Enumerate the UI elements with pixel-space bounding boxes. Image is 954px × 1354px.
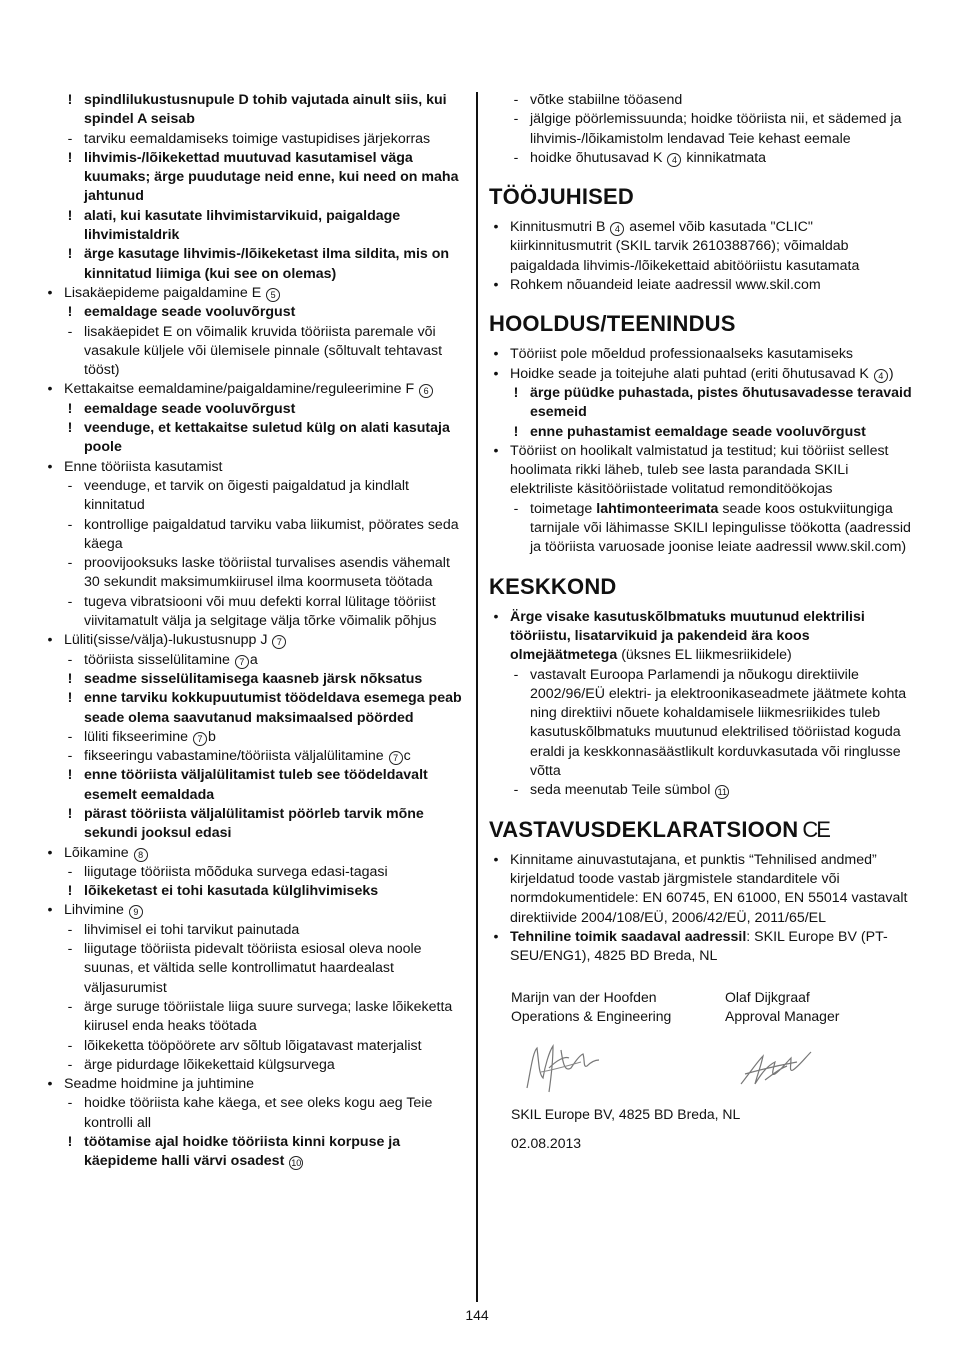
- item-text-main: ärge pidurdage lõikekettaid külgsurvega: [84, 1056, 335, 1073]
- list-marker: -: [67, 941, 73, 958]
- item-text-main: lõikeketast ei tohi kasutada külglihvimiseks: [84, 883, 379, 900]
- item-text-main: Seadme hoidmine ja juhtimine: [64, 1076, 255, 1093]
- list-marker: !: [67, 767, 73, 784]
- right-column: [489, 91, 914, 1166]
- dash-item: [43, 1094, 468, 1133]
- list-marker: -: [67, 555, 73, 572]
- item-text: [43, 921, 468, 940]
- bullet-item: [43, 631, 468, 650]
- figure-ref-icon: 5: [266, 288, 280, 302]
- item-text-main: Kettakaitse eemaldamine/paigaldamine/reguleerimine F: [64, 381, 415, 398]
- dash-item: [43, 728, 468, 747]
- list-marker: -: [67, 748, 73, 765]
- section-heading-text: HOOLDUS/TEENINDUS: [489, 311, 736, 337]
- item-text: [489, 218, 914, 276]
- list-marker: !: [67, 883, 73, 900]
- item-text-main: seadme sisselülitamisega kaasneb järsk nõksatus: [84, 670, 423, 687]
- signature-2-image: [735, 1044, 815, 1094]
- list-marker: !: [67, 246, 73, 263]
- dash-item: [43, 554, 468, 593]
- item-text: [43, 593, 468, 632]
- item-text-main: liigutage tööriista mõõduka survega edasi-tagasi: [84, 863, 388, 880]
- item-text: [43, 766, 468, 805]
- list-marker: -: [513, 111, 519, 128]
- item-text-main: spindlilukustusnupule D tohib vajutada ainult siis, kui spindel A seisab: [84, 92, 447, 128]
- item-text-main: ärge kasutage lihvimis-/lõikeketast ilma sildita, mis on kinnitatud liimiga (kui see on olemas): [84, 246, 450, 282]
- list-marker: -: [67, 130, 73, 147]
- sections: [489, 168, 914, 966]
- figure-ref-icon: 7: [235, 655, 249, 669]
- figure-ref-icon: 10: [291, 1158, 302, 1169]
- item-text: [489, 110, 914, 149]
- item-text-main: tööriista sisselülitamine: [84, 651, 230, 668]
- warning-item: [43, 419, 468, 458]
- dash-item: [43, 921, 468, 940]
- list-marker: !: [67, 805, 73, 822]
- item-text-main: jälgige pöörlemissuunda; hoidke tööriista nii, et sädemed ja lihvimis-/lõikamistolm lendavad Teie kehast eemale: [530, 111, 902, 147]
- item-text-main: lüliti fikseerimine: [84, 728, 189, 745]
- list-marker: -: [67, 1095, 73, 1112]
- bullet-item: [489, 851, 914, 928]
- dash-item: [43, 323, 468, 381]
- list-marker: -: [513, 782, 519, 799]
- dash-item: [43, 1037, 468, 1056]
- figure-ref-icon: 4: [610, 222, 624, 236]
- dash-item: [43, 863, 468, 882]
- item-text: [43, 245, 468, 284]
- signatory-2-name: Olaf Dijkgraaf: [725, 989, 810, 1006]
- section-body: [489, 218, 914, 295]
- list-marker: !: [67, 304, 73, 321]
- list-marker: •: [493, 346, 499, 363]
- item-text-main: Kinnitusmutri B: [510, 219, 606, 236]
- list-marker: -: [67, 651, 73, 668]
- list-marker: -: [513, 500, 519, 517]
- item-text-main: ärge suruge tööriistale liiga suure survega; laske lõikeketta kiirusel enda heaks töötada: [84, 998, 453, 1035]
- item-text: [43, 844, 468, 863]
- item-text: [43, 284, 468, 303]
- bullet-item: [43, 380, 468, 399]
- list-marker: •: [47, 844, 53, 861]
- warning-item: [43, 670, 468, 689]
- dash-item: [489, 781, 914, 800]
- item-text: [43, 882, 468, 901]
- list-marker: -: [67, 998, 73, 1015]
- item-text: [43, 323, 468, 381]
- dash-item: [489, 666, 914, 782]
- bullet-item: [489, 608, 914, 666]
- list-marker: •: [47, 381, 53, 398]
- column-divider: [476, 92, 478, 1302]
- figure-ref-icon: 9: [129, 905, 143, 919]
- item-text: [43, 477, 468, 516]
- item-text-main: seda meenutab Teile sümbol: [530, 782, 711, 799]
- list-marker: •: [47, 902, 53, 919]
- bullet-item: [489, 345, 914, 364]
- item-text-main: eemaldage seade vooluvõrgust: [84, 304, 296, 321]
- list-marker: •: [493, 608, 499, 625]
- list-marker: •: [493, 277, 499, 294]
- item-text-main: Kinnitame ainuvastutajana, et punktis “Tehnilised andmed” kirjeldatud toode vastab järgmistele standarditele või normdokumentidele: EN 60745, EN 61000, EN 55014 vastavalt direktiivide 2004/108/EÜ, 2006/42/EÜ, 2011/65/EL: [510, 851, 908, 926]
- item-text-main: kontrollige paigaldatud tarviku vaba liikumist, pöörates seda käega: [84, 516, 459, 552]
- section-heading-text: TÖÖJUHISED: [489, 184, 635, 210]
- signatory-2-role: Approval Manager: [725, 1008, 840, 1025]
- section-heading: [489, 801, 914, 851]
- item-text-main: Enne tööriista kasutamist: [64, 458, 223, 475]
- item-text: [43, 516, 468, 555]
- bullet-item: [489, 442, 914, 500]
- dash-item: [43, 998, 468, 1037]
- list-marker: !: [67, 670, 73, 687]
- figure-ref-icon: 6: [419, 384, 433, 398]
- item-text-main: alati, kui kasutate lihvimistarvikuid, paigaldage lihvimistaldrik: [84, 207, 401, 244]
- list-marker: -: [67, 477, 73, 494]
- dash-item: [43, 1056, 468, 1075]
- signatory-2: [725, 988, 839, 1026]
- section-body: [489, 851, 914, 967]
- item-text: [43, 149, 468, 207]
- item-text: [43, 1056, 468, 1075]
- item-text: [489, 384, 914, 423]
- item-text: [43, 130, 468, 149]
- list-marker: -: [67, 323, 73, 340]
- signature-block: [489, 976, 914, 1166]
- item-text-main: fikseeringu vabastamine/tööriista väljalülitamine: [84, 748, 384, 765]
- list-marker: •: [47, 458, 53, 475]
- item-text: [43, 670, 468, 689]
- item-text: [43, 689, 468, 728]
- list-marker: •: [47, 632, 53, 649]
- item-text-main: töötamise ajal hoidke tööriista kinni korpuse ja käepideme halli värvi osadest: [84, 1134, 401, 1170]
- section-heading: [489, 558, 914, 608]
- warning-item: [43, 149, 468, 207]
- item-text-suffix: seade koos ostukviitungiga tarnijale või lähimasse SKILI lepingulisse töökotta (aadressid ja tööriista varuosade joonise leiate aadressil www.skil.com): [530, 500, 911, 556]
- figure-ref-icon: 4: [874, 369, 888, 383]
- signature-1-image: [523, 1038, 603, 1098]
- figure-ref-icon: 7: [193, 732, 207, 746]
- item-text: [489, 666, 914, 782]
- signatory-1: [511, 988, 671, 1026]
- item-text: [43, 747, 468, 766]
- list-marker: -: [67, 516, 73, 533]
- item-text-main: eemaldage seade vooluvõrgust: [84, 400, 296, 417]
- figure-ref-icon: 11: [715, 785, 729, 799]
- section-body: [489, 345, 914, 557]
- item-text-suffix: a: [249, 651, 258, 668]
- item-text: [43, 1075, 468, 1094]
- list-marker: !: [67, 400, 73, 417]
- list-marker: -: [67, 593, 73, 610]
- item-text-suffix: c: [403, 748, 411, 765]
- bullet-item: [489, 276, 914, 295]
- section-body: [489, 608, 914, 801]
- page-number: 144: [465, 1307, 489, 1323]
- item-text: [43, 207, 468, 246]
- item-text: [489, 442, 914, 500]
- item-text-main: Tehniline toimik saadaval aadressil: [510, 928, 747, 945]
- item-text: [43, 863, 468, 882]
- item-text: [43, 554, 468, 593]
- list-marker: !: [67, 420, 73, 437]
- bullet-item: [43, 1075, 468, 1094]
- item-text: [43, 1037, 468, 1056]
- section-heading-text: KESKKOND: [489, 573, 617, 599]
- item-text-main: Tööriist on hoolikalt valmistatud ja testitud; kui tööriist sellest hoolimata rikki läheb, tuleb see lasta parandada SKILi elektriliste käsitööriistade volitatud remonditöökojas: [510, 442, 889, 498]
- warning-item: [43, 689, 468, 728]
- list-marker: !: [67, 690, 73, 707]
- section-heading: [489, 295, 914, 345]
- item-text: [489, 851, 914, 928]
- dash-item: [489, 110, 914, 149]
- list-marker: !: [513, 423, 519, 440]
- section-heading: [489, 168, 914, 218]
- item-text-main: lihvimisel ei tohi tarvikut painutada: [84, 921, 300, 938]
- left-column: [43, 91, 468, 1172]
- item-text-main: pärast tööriista väljalülitamist pöörleb tarvik mõne sekundi jooksul edasi: [84, 805, 424, 842]
- dash-item: [43, 516, 468, 555]
- item-text-main: vastavalt Euroopa Parlamendi ja nõukogu direktiivile 2002/96/EÜ elektri- ja elektroonikaseadmete jäätmete kohta ning direktiivi nõuete kohaldamisele liikmesriikides tuleb kasutuskõlbmatuks muutunud elektrilised tööriistad koguda eraldi ja keskkonnasäästlikult korduvkasutada või ringlusse võtta: [530, 666, 907, 780]
- item-text-main: enne tarviku kokkupuutumist töödeldava esemega peab seade olema saavutanud maksimaalsed pöörded: [84, 690, 462, 726]
- item-text: [489, 345, 914, 364]
- item-text-main: lihvimis-/lõikekettad muutuvad kasutamisel väga kuumaks; ärge puudutage neid enne, kui need on maha jahtunud: [84, 149, 459, 205]
- item-text-main: enne tööriista väljalülitamist tuleb see töödeldavalt esemelt eemaldada: [84, 767, 428, 803]
- item-text-main: Lüliti(sisse/välja)-lukustusnupp J: [64, 632, 268, 649]
- figure-ref-icon: 8: [134, 848, 148, 862]
- item-text: [43, 998, 468, 1037]
- list-marker: !: [67, 92, 73, 108]
- list-marker: !: [67, 149, 73, 166]
- item-text-main: liigutage tööriista pidevalt tööriista esiosal oleva noole suunas, et vältida selle kontrollimatut haardealast väljasurumist: [84, 941, 422, 996]
- item-text: [43, 458, 468, 477]
- item-text-main: Lisakäepideme paigaldamine E: [64, 284, 262, 301]
- bullet-item: [43, 284, 468, 303]
- item-text-main: Ärge visake kasutuskõlbmatuks muutunud elektrilisi tööriistu, lisatarvikuid ja pakendeid ära koos olmejäätmetega: [510, 608, 865, 664]
- item-text-suffix: asemel võib kasutada "CLIC" kiirkinnitusmutrit (SKIL tarvik 2610388766); võimaldab paigaldada lihvimis-/lõikekettaid abitööriistu kasutamata: [510, 219, 860, 274]
- item-text-main: Tööriist pole mõeldud professionaalseks kasutamiseks: [510, 346, 854, 363]
- list-marker: -: [67, 1037, 73, 1054]
- item-text: [489, 500, 914, 558]
- warning-item: [43, 766, 468, 805]
- dash-item: [43, 593, 468, 632]
- item-text-suffix: ): [888, 365, 894, 382]
- list-marker: -: [67, 728, 73, 745]
- item-text: [43, 940, 468, 998]
- warning-item: [43, 207, 468, 246]
- list-marker: •: [493, 365, 499, 382]
- list-marker: •: [493, 851, 499, 868]
- company-address: SKIL Europe BV, 4825 BD Breda, NL: [511, 1106, 741, 1123]
- list-marker: •: [493, 219, 499, 236]
- item-text: [43, 91, 468, 130]
- list-marker: !: [67, 1134, 73, 1151]
- item-text-suffix: : SKIL Europe BV (PT-SEU/ENG1), 4825 BD Breda, NL: [510, 928, 888, 965]
- item-text-main: Lihvimine: [64, 902, 124, 919]
- list-marker: -: [67, 863, 73, 880]
- item-text-main: proovijooksuks laske tööriistal turvalises asendis vähemalt 30 sekundit maksimumkiirusel ilma koormuseta töötada: [84, 555, 450, 591]
- dash-item: [43, 747, 468, 766]
- list-marker: •: [493, 928, 499, 945]
- bullet-item: [489, 218, 914, 276]
- ce-mark-icon: CE: [802, 816, 829, 842]
- figure-ref-icon: 4: [667, 153, 681, 167]
- item-text: [489, 423, 914, 442]
- warning-item: [43, 303, 468, 322]
- item-text: [43, 728, 468, 747]
- warning-item: [43, 805, 468, 844]
- item-text-main: tarviku eemaldamiseks toimige vastupidises järjekorras: [84, 130, 431, 147]
- bullet-item: [43, 458, 468, 477]
- dash-item: [489, 500, 914, 558]
- item-text: [43, 651, 468, 670]
- section-heading-text: VASTAVUSDEKLARATSIOON: [489, 816, 799, 842]
- item-text: [489, 149, 914, 168]
- bullet-item: [489, 365, 914, 384]
- item-text: [489, 781, 914, 800]
- item-text: [43, 1094, 468, 1133]
- item-text-main: toimetage: [530, 500, 597, 517]
- warning-item: [43, 882, 468, 901]
- item-text-main: Rohkem nõuandeid leiate aadressil www.skil.com: [510, 277, 821, 294]
- warning-item: [489, 384, 914, 423]
- item-text-main: enne puhastamist eemaldage seade vooluvõrgust: [530, 423, 866, 440]
- item-text-main: veenduge, et kettakaitse suletud külg on alati kasutaja poole: [84, 420, 450, 456]
- item-text-main: lõikeketta tööpöörete arv sõltub lõigatavast materjalist: [84, 1037, 422, 1054]
- warning-item: [43, 91, 468, 130]
- item-text-main: lisakäepidet E on võimalik kruvida tööriista paremale või vasakule küljele või ülemisele pinnale (sõltuvalt tehtavast tööst): [84, 323, 443, 379]
- item-text: [43, 1133, 468, 1172]
- item-text: [43, 400, 468, 419]
- item-text: [43, 419, 468, 458]
- list-marker: -: [513, 149, 519, 166]
- item-text-main: Lõikamine: [64, 844, 129, 861]
- bullet-item: [43, 901, 468, 920]
- item-text: [43, 901, 468, 920]
- dash-item: [489, 91, 914, 110]
- item-text: [43, 303, 468, 322]
- item-text-main: hoidke õhutusavad K: [530, 149, 663, 166]
- item-text: [489, 365, 914, 384]
- item-text-main: tugeva vibratsiooni või muu defekti korral lülitage tööriist viivitamatult välja ja selgitage välja tõrke võimalik põhjus: [84, 593, 437, 630]
- dash-item: [489, 149, 914, 168]
- item-text: [43, 631, 468, 650]
- list-marker: !: [513, 384, 519, 401]
- figure-ref-icon: 7: [389, 751, 403, 765]
- item-text-main: ärge püüdke puhastada, pistes õhutusavadesse teravaid esemeid: [530, 384, 912, 421]
- list-marker: -: [513, 92, 519, 108]
- item-text: [489, 928, 914, 967]
- item-text: [43, 805, 468, 844]
- list-marker: •: [47, 1076, 53, 1093]
- bullet-item: [43, 844, 468, 863]
- warning-item: [43, 245, 468, 284]
- warning-item: [43, 400, 468, 419]
- item-text-main: Hoidke seade ja toitejuhe alati puhtad (eriti õhutusavad K: [510, 365, 869, 382]
- item-text-main: hoidke tööriista kahe käega, et see oleks kogu aeg Teie kontrolli all: [84, 1095, 433, 1131]
- dash-item: [43, 651, 468, 670]
- item-text: [43, 380, 468, 399]
- list-marker: -: [513, 666, 519, 683]
- item-text-emphasis: lahtimonteerimata: [596, 500, 719, 517]
- figure-ref-icon: 7: [272, 635, 286, 649]
- list-marker: !: [67, 207, 73, 224]
- item-text-suffix: b: [208, 728, 216, 745]
- dash-item: [43, 940, 468, 998]
- item-text-suffix: (üksnes EL liikmesriikidele): [617, 647, 792, 664]
- declaration-date: 02.08.2013: [511, 1135, 582, 1152]
- list-marker: -: [67, 1056, 73, 1073]
- item-text: [489, 91, 914, 110]
- item-text-suffix: kinnikatmata: [682, 149, 767, 166]
- list-marker: •: [493, 442, 499, 459]
- warning-item: [43, 1133, 468, 1172]
- bullet-item: [489, 928, 914, 967]
- item-text-main: võtke stabiilne tööasend: [530, 92, 683, 108]
- continued-list: [489, 91, 914, 168]
- dash-item: [43, 477, 468, 516]
- item-text: [489, 608, 914, 666]
- signatory-1-role: Operations & Engineering: [511, 1008, 672, 1025]
- list-marker: -: [67, 921, 73, 938]
- signatory-1-name: Marijn van der Hoofden: [511, 989, 657, 1006]
- warning-item: [489, 423, 914, 442]
- item-text: [489, 276, 914, 295]
- item-text-main: veenduge, et tarvik on õigesti paigaldatud ja kindlalt kinnitatud: [84, 477, 409, 514]
- list-marker: •: [47, 284, 53, 301]
- dash-item: [43, 130, 468, 149]
